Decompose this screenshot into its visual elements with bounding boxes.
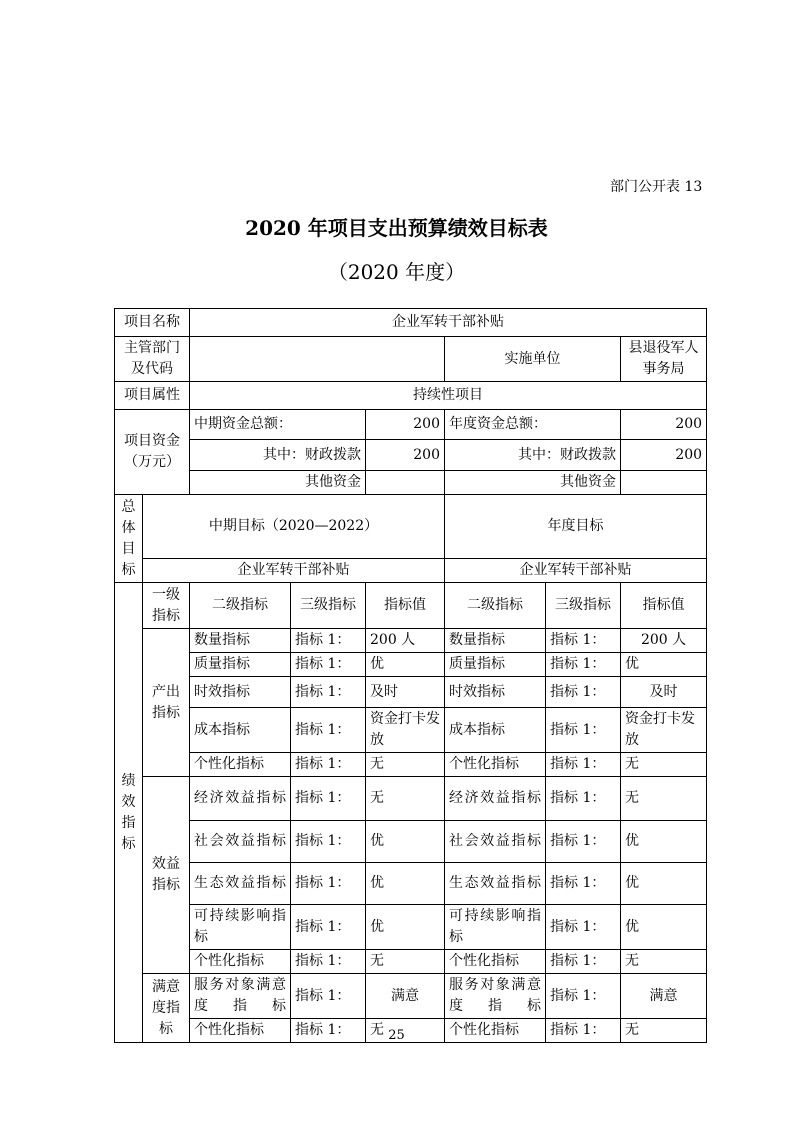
- indicator-value-annual: 无: [621, 753, 707, 777]
- indicator-value-annual: 无: [621, 1019, 707, 1043]
- indicator-value-annual: 优: [621, 863, 707, 905]
- indicator-value-mid: 无: [366, 1019, 445, 1043]
- mid-fiscal-label: 其中：财政拨款: [190, 440, 366, 471]
- impl-unit-label: 实施单位: [445, 337, 621, 382]
- indicator-l3-mid: 指标 1：: [291, 821, 366, 863]
- annual-total-value: 200: [621, 410, 707, 440]
- indicator-l3-mid: 指标 1：: [291, 653, 366, 677]
- project-name-value: 企业军转干部补贴: [190, 309, 707, 337]
- indicator-l2-mid: 生态效益指标: [190, 863, 291, 905]
- form-number: 部门公开表 13: [610, 179, 703, 195]
- overall-goal-label: 总体目标: [115, 495, 143, 583]
- indicator-value-mid: 优: [366, 863, 445, 905]
- indicator-l2-mid: 个性化指标: [190, 753, 291, 777]
- indicator-l2-mid: 社会效益指标: [190, 821, 291, 863]
- page-subtitle: （2020 年度）: [327, 260, 466, 284]
- indicator-l2-annual: 生态效益指标: [445, 863, 546, 905]
- indicator-value-mid: 优: [366, 653, 445, 677]
- indicator-l3-mid: 指标 1：: [291, 863, 366, 905]
- mid-goal-text: 企业军转干部补贴: [143, 559, 445, 583]
- indicator-l3-annual: 指标 1：: [546, 1019, 621, 1043]
- indicator-l2-mid: 经济效益指标: [190, 777, 291, 821]
- indicator-l2-annual: 成本指标: [445, 708, 546, 753]
- indicator-value-annual: 满意: [621, 974, 707, 1019]
- indicator-value-annual: 无: [621, 777, 707, 821]
- indicator-l2-mid: 数量指标: [190, 629, 291, 653]
- group-satisfaction-label: 满意度指标: [143, 974, 190, 1043]
- impl-unit-value: 县退役军人事务局: [621, 337, 707, 382]
- indicator-value-annual: 及时: [621, 677, 707, 708]
- indicator-value-mid: 无: [366, 777, 445, 821]
- page-number: 25: [388, 1028, 405, 1043]
- indicator-value-annual: 优: [621, 821, 707, 863]
- indicator-l2-mid: 服务对象满意度指标: [190, 974, 291, 1019]
- mid-total-value: 200: [366, 410, 445, 440]
- indicator-l3-mid: 指标 1：: [291, 905, 366, 950]
- indicator-l3-mid: 指标 1：: [291, 777, 366, 821]
- annual-goal-header: 年度目标: [445, 495, 707, 559]
- indicator-l2-annual: 个性化指标: [445, 753, 546, 777]
- col-value-header-mid: 指标值: [366, 583, 445, 629]
- project-fund-label: 项目资金（万元）: [115, 410, 190, 495]
- indicator-l3-annual: 指标 1：: [546, 974, 621, 1019]
- indicator-value-mid: 无: [366, 753, 445, 777]
- indicator-l3-annual: 指标 1：: [546, 950, 621, 974]
- indicator-l2-mid: 个性化指标: [190, 950, 291, 974]
- col-level2-header-annual: 二级指标: [445, 583, 546, 629]
- indicator-l2-annual: 可持续影响指标: [445, 905, 546, 950]
- group-output-label: 产出指标: [143, 629, 190, 777]
- indicator-l3-annual: 指标 1：: [546, 629, 621, 653]
- indicator-l2-annual: 服务对象满意度指标: [445, 974, 546, 1019]
- indicator-value-annual: 200 人: [621, 629, 707, 653]
- indicator-l3-annual: 指标 1：: [546, 677, 621, 708]
- indicator-l3-annual: 指标 1：: [546, 777, 621, 821]
- mid-other-value: [366, 471, 445, 495]
- col-level1-header: 一级指标: [143, 583, 190, 629]
- indicator-l3-mid: 指标 1：: [291, 677, 366, 708]
- performance-target-table: [114, 308, 707, 1043]
- indicator-l3-mid: 指标 1：: [291, 629, 366, 653]
- indicator-value-annual: 优: [621, 905, 707, 950]
- page-title: 2020 年项目支出预算绩效目标表: [245, 216, 548, 240]
- indicator-l3-annual: 指标 1：: [546, 653, 621, 677]
- col-level3-header-annual: 三级指标: [546, 583, 621, 629]
- performance-indicator-label: 绩效指标: [115, 583, 143, 1043]
- group-benefit-label: 效益指标: [143, 777, 190, 974]
- annual-fiscal-label: 其中：财政拨款: [445, 440, 621, 471]
- annual-goal-text: 企业军转干部补贴: [445, 559, 707, 583]
- indicator-l3-mid: 指标 1：: [291, 1019, 366, 1043]
- col-level2-header-mid: 二级指标: [190, 583, 291, 629]
- project-name-label: 项目名称: [115, 309, 190, 337]
- annual-total-label: 年度资金总额：: [445, 410, 621, 440]
- indicator-l2-annual: 社会效益指标: [445, 821, 546, 863]
- indicator-l2-mid: 成本指标: [190, 708, 291, 753]
- indicator-l3-mid: 指标 1：: [291, 753, 366, 777]
- indicator-l3-mid: 指标 1：: [291, 950, 366, 974]
- indicator-value-mid: 优: [366, 821, 445, 863]
- indicator-l2-annual: 数量指标: [445, 629, 546, 653]
- indicator-value-mid: 无: [366, 950, 445, 974]
- indicator-l2-annual: 经济效益指标: [445, 777, 546, 821]
- indicator-l3-mid: 指标 1：: [291, 974, 366, 1019]
- indicator-l3-annual: 指标 1：: [546, 821, 621, 863]
- annual-other-label: 其他资金: [445, 471, 621, 495]
- mid-total-label: 中期资金总额：: [190, 410, 366, 440]
- indicator-l2-mid: 质量指标: [190, 653, 291, 677]
- indicator-value-mid: 优: [366, 905, 445, 950]
- indicator-l3-annual: 指标 1：: [546, 708, 621, 753]
- mid-fiscal-value: 200: [366, 440, 445, 471]
- col-value-header-annual: 指标值: [621, 583, 707, 629]
- mid-other-label: 其他资金: [190, 471, 366, 495]
- indicator-l2-mid: 时效指标: [190, 677, 291, 708]
- project-attr-label: 项目属性: [115, 382, 190, 410]
- indicator-l2-annual: 质量指标: [445, 653, 546, 677]
- indicator-value-mid: 满意: [366, 974, 445, 1019]
- annual-other-value: [621, 471, 707, 495]
- indicator-value-mid: 及时: [366, 677, 445, 708]
- indicator-value-mid: 200 人: [366, 629, 445, 653]
- indicator-value-annual: 资金打卡发放: [621, 708, 707, 753]
- indicator-l3-annual: 指标 1：: [546, 753, 621, 777]
- indicator-value-mid: 资金打卡发放: [366, 708, 445, 753]
- indicator-l2-annual: 时效指标: [445, 677, 546, 708]
- indicator-l2-annual: 个性化指标: [445, 1019, 546, 1043]
- dept-label: 主管部门及代码: [115, 337, 190, 382]
- indicator-value-annual: 无: [621, 950, 707, 974]
- indicator-l3-mid: 指标 1：: [291, 708, 366, 753]
- annual-fiscal-value: 200: [621, 440, 707, 471]
- indicator-l2-annual: 个性化指标: [445, 950, 546, 974]
- indicator-l2-mid: 可持续影响指标: [190, 905, 291, 950]
- indicator-l3-annual: 指标 1：: [546, 905, 621, 950]
- indicator-l2-mid: 个性化指标: [190, 1019, 291, 1043]
- col-level3-header-mid: 三级指标: [291, 583, 366, 629]
- dept-value: [190, 337, 445, 382]
- project-attr-value: 持续性项目: [190, 382, 707, 410]
- indicator-value-annual: 优: [621, 653, 707, 677]
- mid-goal-header: 中期目标（2020—2022）: [143, 495, 445, 559]
- indicator-l3-annual: 指标 1：: [546, 863, 621, 905]
